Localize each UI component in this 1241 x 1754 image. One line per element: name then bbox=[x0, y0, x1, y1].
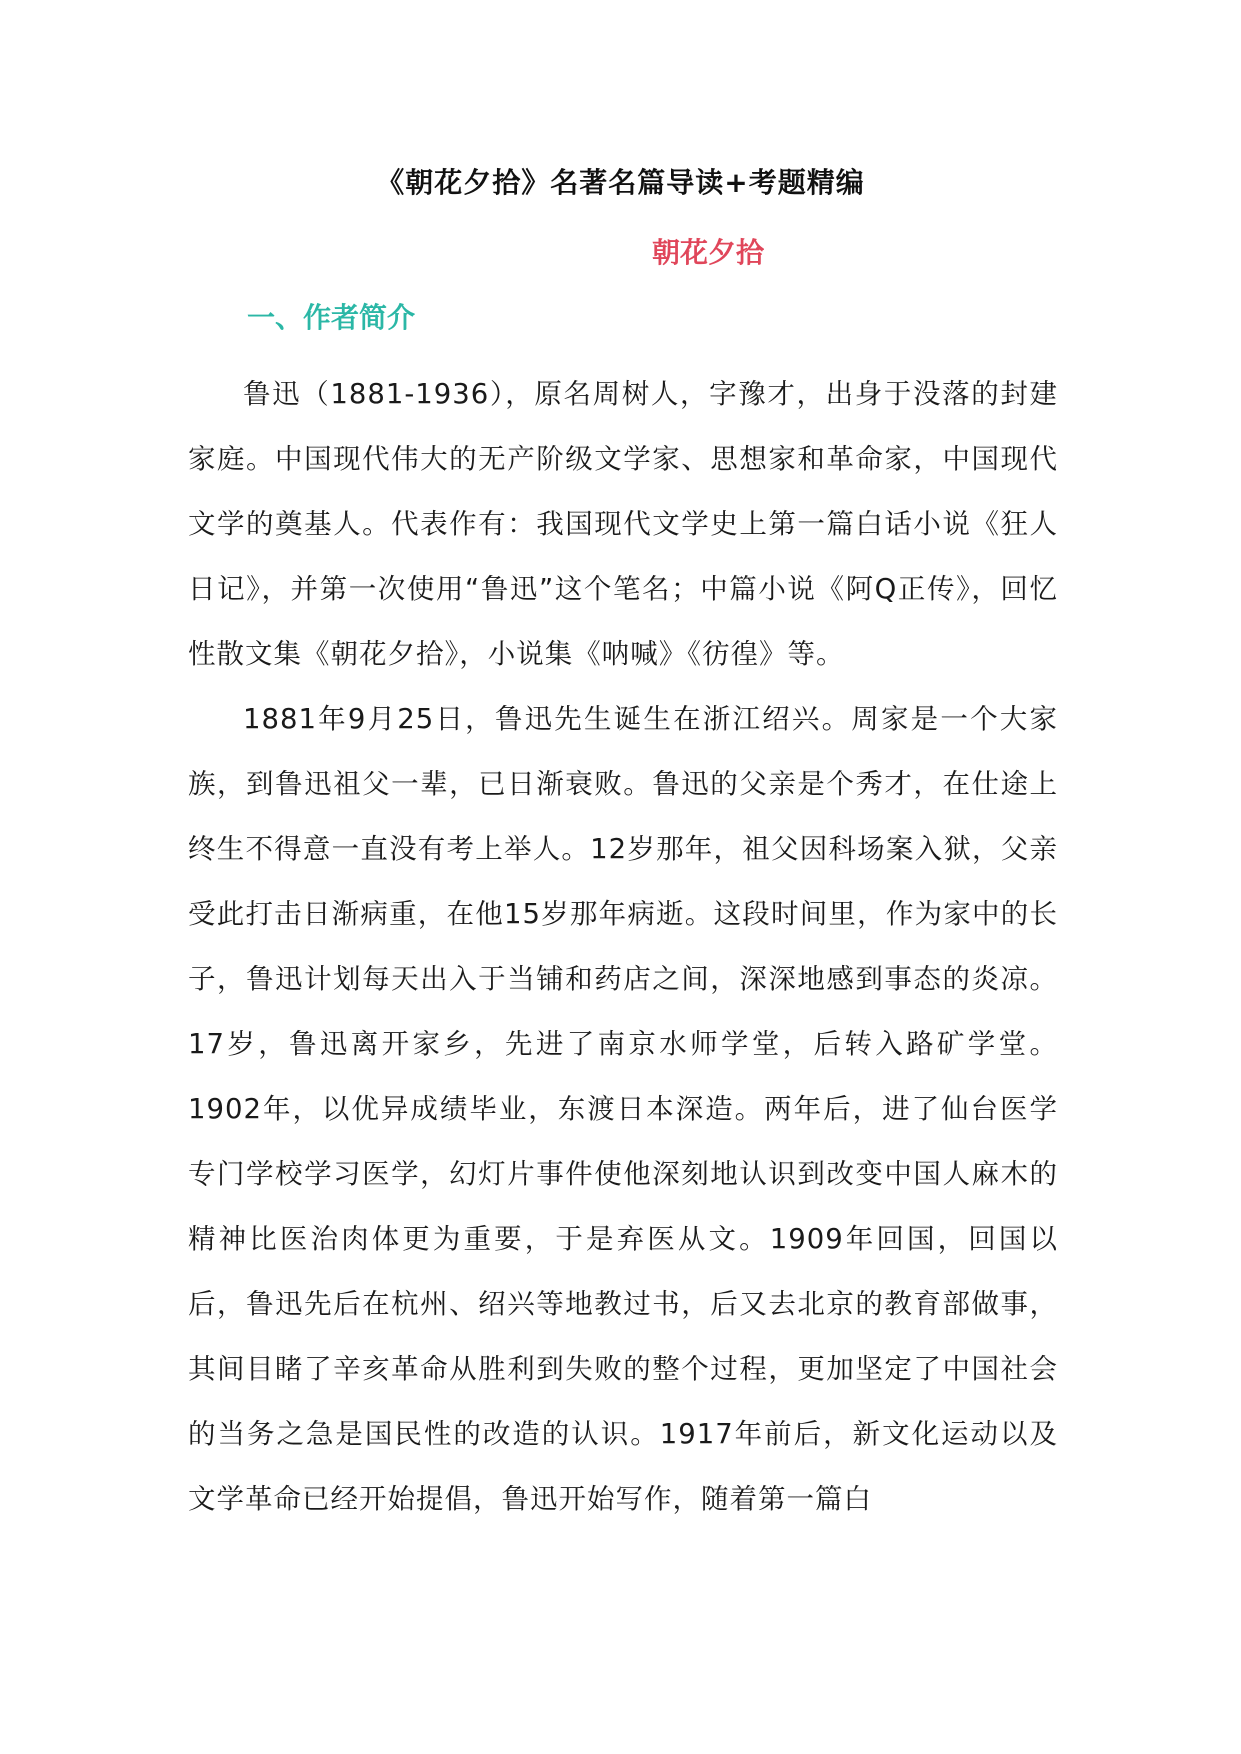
paragraph-author-intro: 鲁迅（1881-1936），原名周树人，字豫才，出身于没落的封建家庭。中国现代伟大的无产阶级文学家、思想家和革命家，中国现代文学的奠基人。代表作有：我国现代文学史上第一篇白话小说《狂人日记》，并第一次使用“鲁迅”这个笔名；中篇小说《阿Q正传》，回忆性散文集《朝花夕拾》，小说集《呐喊》《彷徨》等。 bbox=[188, 378, 1058, 670]
section-heading: 一、作者简介 bbox=[247, 301, 416, 334]
document-title: 《朝花夕拾》名著名篇导读+考题精编 bbox=[376, 166, 865, 199]
document-subtitle: 朝花夕拾 bbox=[651, 236, 764, 269]
paragraph-biography: 1881年9月25日，鲁迅先生诞生在浙江绍兴。周家是一个大家族，到鲁迅祖父一辈，已日渐衰败。鲁迅的父亲是个秀才，在仕途上终生不得意一直没有考上举人。12岁那年，祖父因科场案入狱，父亲受此打击日渐病重，在他15岁那年病逝。这段时间里，作为家中的长子，鲁迅计划每天出入于当铺和药店之间，深深地感到事态的炎凉。17岁，鲁迅离开家乡，先进了南京水师学堂，后转入路矿学堂。1902年，以优异成绩毕业，东渡日本深造。两年后，进了仙台医学专门学校学习医学，幻灯片事件使他深刻地认识到改变中国人麻木的精神比医治肉体更为重要，于是弃医从文。1909年回国，回国以后，鲁迅先后在杭州、绍兴等地教过书，后又去北京的教育部做事，其间目睹了辛亥革命从胜利到失败的整个过程，更加坚定了中国社会的当务之急是国民性的改造的认识。1917年前后，新文化运动以及文学革命已经开始提倡，鲁迅开始写作，随着第一篇白 bbox=[188, 703, 1058, 1515]
body-text bbox=[188, 362, 1058, 1532]
